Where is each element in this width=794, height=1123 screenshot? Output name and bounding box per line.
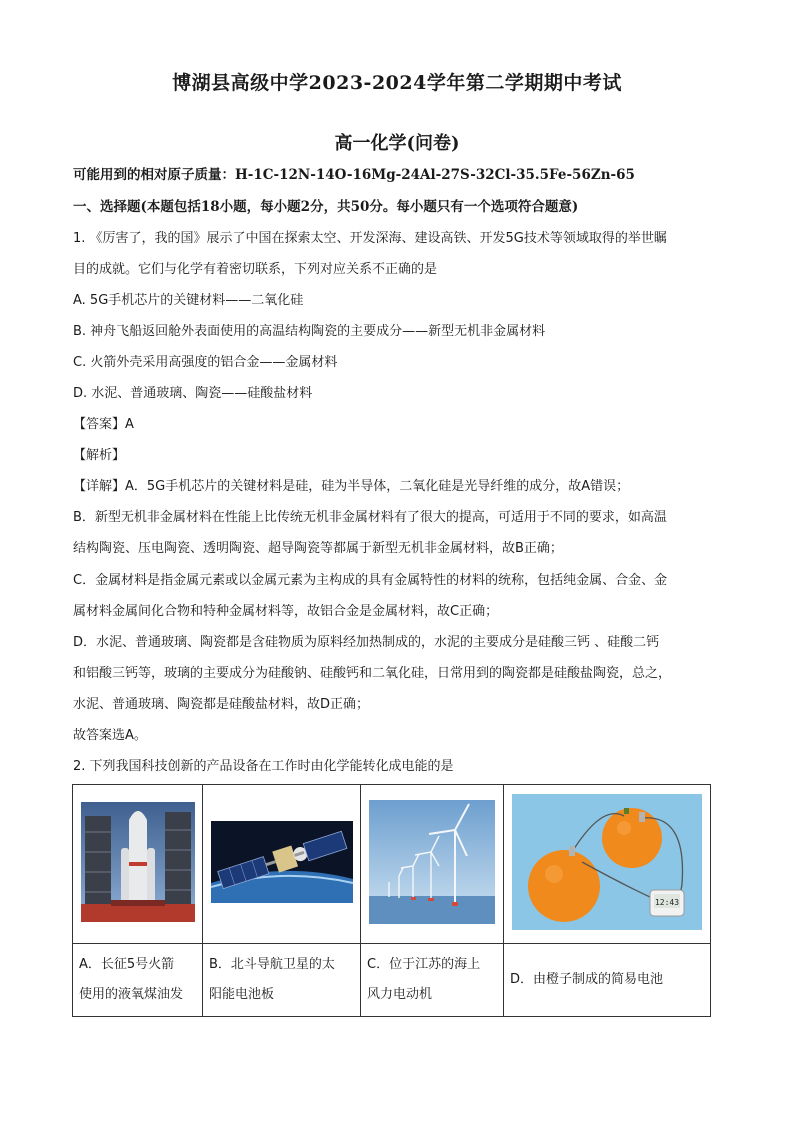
exam-title: 博湖县高级中学2023-2024学年第二学期期中考试	[172, 72, 622, 94]
q2-option-d-line1: D．由橙子制成的简易电池	[510, 972, 664, 987]
q2-caption-row	[73, 944, 711, 1017]
q2-option-a-line2: 使用的液氧煤油发	[79, 987, 184, 1002]
rocket-launch-photo	[81, 802, 195, 922]
q1-detail-line4: C．金属材料是指金属元素或以金属元素为主构成的具有金属特性的材料的统称，包括纯金属、合金、金	[73, 573, 668, 588]
q2-stem: 2. 下列我国科技创新的产品设备在工作时由化学能转化成电能的是	[73, 759, 454, 774]
wind-turbine-photo	[369, 800, 495, 924]
q2-option-b-line1: B．北斗导航卫星的太	[209, 957, 335, 972]
q1-detail-line8: 水泥、普通玻璃、陶瓷都是硅酸盐材料，故D正确；	[73, 697, 370, 712]
q1-answer: 【答案】A	[73, 417, 134, 432]
q2-option-b-line2: 阳能电池板	[209, 987, 275, 1002]
q2-option-b	[203, 944, 361, 1017]
q2-image-cell-d	[504, 785, 711, 944]
q2-image-cell-a	[73, 785, 203, 944]
exam-subtitle: 高一化学(问卷)	[334, 133, 460, 154]
orange-battery-photo	[512, 794, 702, 930]
clock-display: 12:43	[654, 898, 680, 907]
q2-option-a-line1: A．长征5号火箭	[79, 957, 175, 972]
q1-detail-line6: D．水泥、普通玻璃、陶瓷都是含硅物质为原料经加热制成的，水泥的主要成分是硅酸三钙 、硅酸二钙	[73, 635, 660, 650]
q2-option-c-line2: 风力电动机	[367, 987, 433, 1002]
q2-options-table	[72, 784, 711, 1017]
q2-option-d	[504, 944, 711, 1017]
q1-detail-line3: 结构陶瓷、压电陶瓷、透明陶瓷、超导陶瓷等都属于新型无机非金属材料，故B正确；	[73, 541, 563, 556]
section-heading: 一、选择题(本题包括18小题，每小题2分，共50分。每小题只有一个选项符合题意)	[73, 199, 579, 215]
q2-option-c-line1: C．位于江苏的海上	[367, 957, 481, 972]
q1-option-b: B. 神舟飞船返回舱外表面使用的高温结构陶瓷的主要成分——新型无机非金属材料	[73, 324, 546, 339]
satellite-photo	[211, 821, 353, 903]
q2-option-c	[361, 944, 504, 1017]
q1-stem-line2: 目的成就。它们与化学有着密切联系，下列对应关系不正确的是	[73, 262, 438, 277]
q2-image-cell-c	[361, 785, 504, 944]
q1-detail-line5: 属材料金属间化合物和特种金属材料等，故铝合金是金属材料，故C正确；	[73, 604, 499, 619]
q1-option-a: A. 5G手机芯片的关键材料——二氧化硅	[73, 293, 304, 308]
q1-option-c: C. 火箭外壳采用高强度的铝合金——金属材料	[73, 355, 338, 370]
q1-stem-line1: 1. 《厉害了，我的国》展示了中国在探索太空、开发深海、建设高铁、开发5G技术等领域取得的举世瞩	[73, 231, 667, 246]
q1-conclusion: 故答案选A。	[73, 728, 147, 743]
q2-option-a	[73, 944, 203, 1017]
q2-image-cell-b	[203, 785, 361, 944]
q2-image-row	[73, 785, 711, 944]
q1-detail-line2: B．新型无机非金属材料在性能上比传统无机非金属材料有了很大的提高，可适用于不同的要求，如高温	[73, 510, 667, 525]
atomic-masses: 可能用到的相对原子质量：H-1C-12N-14O-16Mg-24Al-27S-32Cl-35.5Fe-56Zn-65	[73, 167, 635, 183]
q1-detail-line1: 【详解】A．5G手机芯片的关键材料是硅，硅为半导体，二氧化硅是光导纤维的成分，故A错误；	[73, 479, 630, 494]
q1-analysis-label: 【解析】	[73, 448, 126, 463]
q1-detail-line7: 和铝酸三钙等，玻璃的主要成分为硅酸钠、硅酸钙和二氧化硅，日常用到的陶瓷都是硅酸盐陶瓷，总之，	[73, 666, 672, 681]
q1-option-d: D. 水泥、普通玻璃、陶瓷——硅酸盐材料	[73, 386, 313, 401]
